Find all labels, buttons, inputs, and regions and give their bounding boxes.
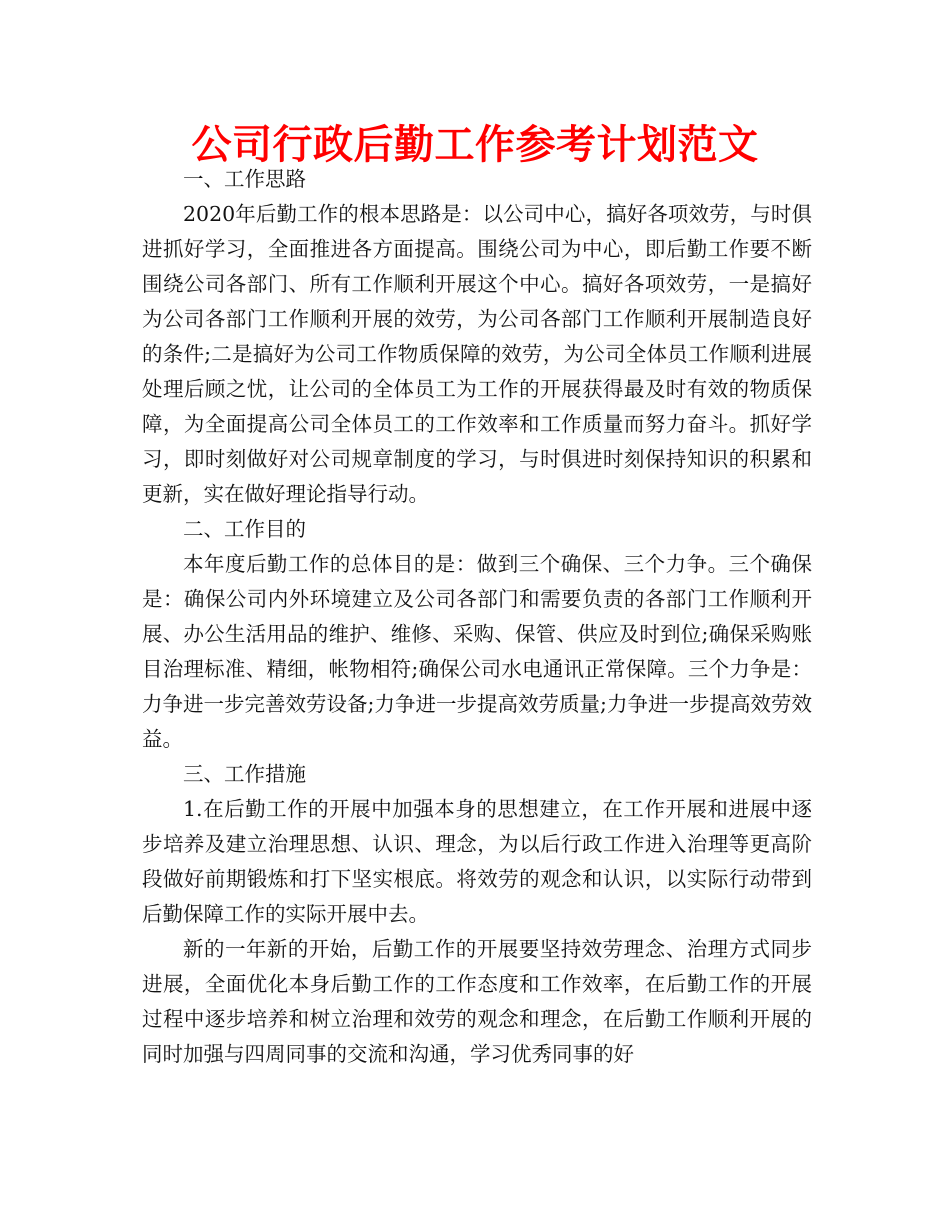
section-heading-1: 一、工作思路: [183, 167, 306, 191]
section-1-paragraph-1: 2020年后勤工作的根本思路是：以公司中心，搞好各项效劳，与时俱进抓好学习，全面推进各方面提高。围绕公司为中心，即后勤工作要不断围绕公司各部门、所有工作顺利开展这个中心。搞好各项效劳，一是搞好为公司各部门工作顺利开展的效劳，为公司各部门工作顺利开展制造良好的条件;二是搞好为公司工作物质保障的效劳，为公司全体员工作顺利进展处理后顾之忧，让公司的全体员工为工作的开展获得最及时有效的物质保障，为全面提高公司全体员工的工作效率和工作质量而努力奋斗。抓好学习，即时刻做好对公司规章制度的学习，与时俱进时刻保持知识的积累和更新，实在做好理论指导行动。: [142, 202, 812, 506]
section-3-paragraph-2: 新的一年新的开始，后勤工作的开展要坚持效劳理念、治理方式同步进展，全面优化本身后勤工作的工作态度和工作效率，在后勤工作的开展过程中逐步培养和树立治理和效劳的观念和理念，在后勤工作顺利开展的同时加强与四周同事的交流和沟通，学习优秀同事的好: [142, 937, 812, 1066]
document-body: [142, 162, 812, 1072]
section-2-paragraph-1: 本年度后勤工作的总体目的是：做到三个确保、三个力争。三个确保是：确保公司内外环境建立及公司各部门和需要负责的各部门工作顺利开展、办公生活用品的维护、维修、采购、保管、供应及时到位;确保采购账目治理标准、精细，帐物相符;确保公司水电通讯正常保障。三个力争是：力争进一步完善效劳设备;力争进一步提高效劳质量;力争进一步提高效劳效益。: [142, 552, 812, 751]
section-heading-2: 二、工作目的: [183, 517, 306, 541]
section-3-paragraph-1: 1.在后勤工作的开展中加强本身的思想建立，在工作开展和进展中逐步培养及建立治理思想、认识、理念，为以后行政工作进入治理等更高阶段做好前期锻炼和打下坚实根底。将效劳的观念和认识，以实际行动带到后勤保障工作的实际开展中去。: [142, 797, 812, 926]
section-heading-3: 三、工作措施: [183, 762, 306, 786]
document-title: 公司行政后勤工作参考计划范文: [191, 122, 759, 168]
